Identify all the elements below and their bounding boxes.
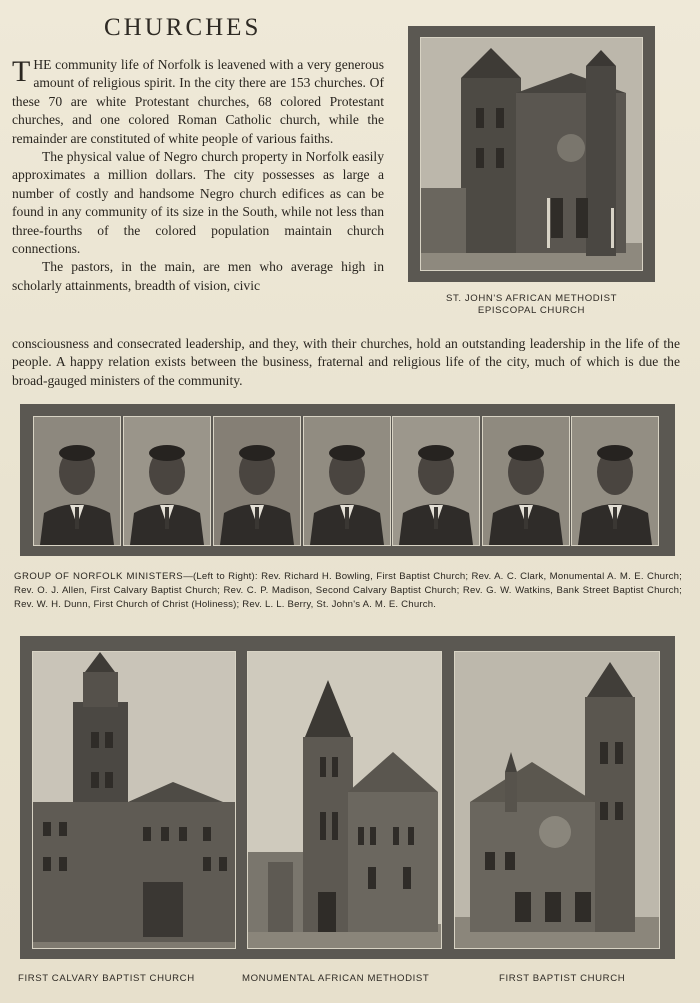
minister-portrait-4 [303, 416, 391, 546]
intro-text [12, 56, 384, 295]
page-title: CHURCHES [104, 14, 262, 41]
top-photo-caption-line-1: ST. JOHN'S AFRICAN METHODIST [445, 293, 618, 304]
top-photo-caption-line-2: EPISCOPAL CHURCH [477, 305, 586, 316]
ministers-caption-text: —(Left to Right): Rev. Richard H. Bowling, First Baptist Church; Rev. A. C. Clark, Monumental A. M. E. Church; Rev. O. J. Allen, First Calvary Baptist Church; Rev. C. P. Madison, Second Calvary Baptist Church; Rev. G. W. Watkins, Bank Street Baptist Church; Rev. W. H. Dunn, First Church of Christ (Holiness); Rev. L. L. Berry, St. John's A. M. E. Church. [14, 571, 682, 610]
minister-portrait-1 [33, 416, 121, 546]
top-photo-caption [408, 293, 655, 317]
intro-paragraph-3: The pastors, in the main, are men who average high in scholarly attainments, breadth of vision, civic [12, 259, 384, 293]
intro-paragraph-1-text: HE community life of Norfolk is leavened with a very generous amount of religious spirit. In the city there are 153 churches. Of these 70 are white Protestant churches, 68 colored Protestant churches, and one colored Roman Catholic church, while the remainder are constituted of white people of various faiths. [12, 57, 384, 146]
minister-portrait-6 [482, 416, 570, 546]
first-calvary-baptist-church-photo [32, 651, 236, 949]
minister-portrait-3 [213, 416, 301, 546]
minister-portrait-5 [392, 416, 480, 546]
ministers-caption [14, 570, 682, 612]
first-baptist-church-photo [454, 651, 660, 949]
monumental-ame-church-photo [247, 651, 442, 949]
caption-first-calvary: FIRST CALVARY BAPTIST CHURCH [18, 973, 195, 984]
drop-cap: T [12, 55, 31, 88]
caption-first-baptist: FIRST BAPTIST CHURCH [499, 973, 626, 984]
minister-portrait-7 [571, 416, 659, 546]
intro-paragraph-1 [12, 56, 384, 148]
ministers-caption-heading: GROUP OF NORFOLK MINISTERS [14, 571, 184, 582]
intro-paragraph-2: The physical value of Negro church property in Norfolk easily approximates a million dollars. The city possesses as large a number of costly and handsome Negro church edifices as can be found in any community of its size in the South, while not less than three-fourths of the colored population maintain church connections. [12, 149, 384, 257]
caption-monumental: MONUMENTAL AFRICAN METHODIST [242, 973, 430, 984]
intro-paragraph-3-continued: consciousness and consecrated leadership, and they, with their churches, hold an outstanding leadership in the life of the people. A happy relation exists between the business, fraternal and religious life of the city, much of which is due the broad-gauged ministers of the community. [12, 336, 680, 388]
minister-portrait-2 [123, 416, 211, 546]
st-johns-church-photo [420, 37, 643, 271]
